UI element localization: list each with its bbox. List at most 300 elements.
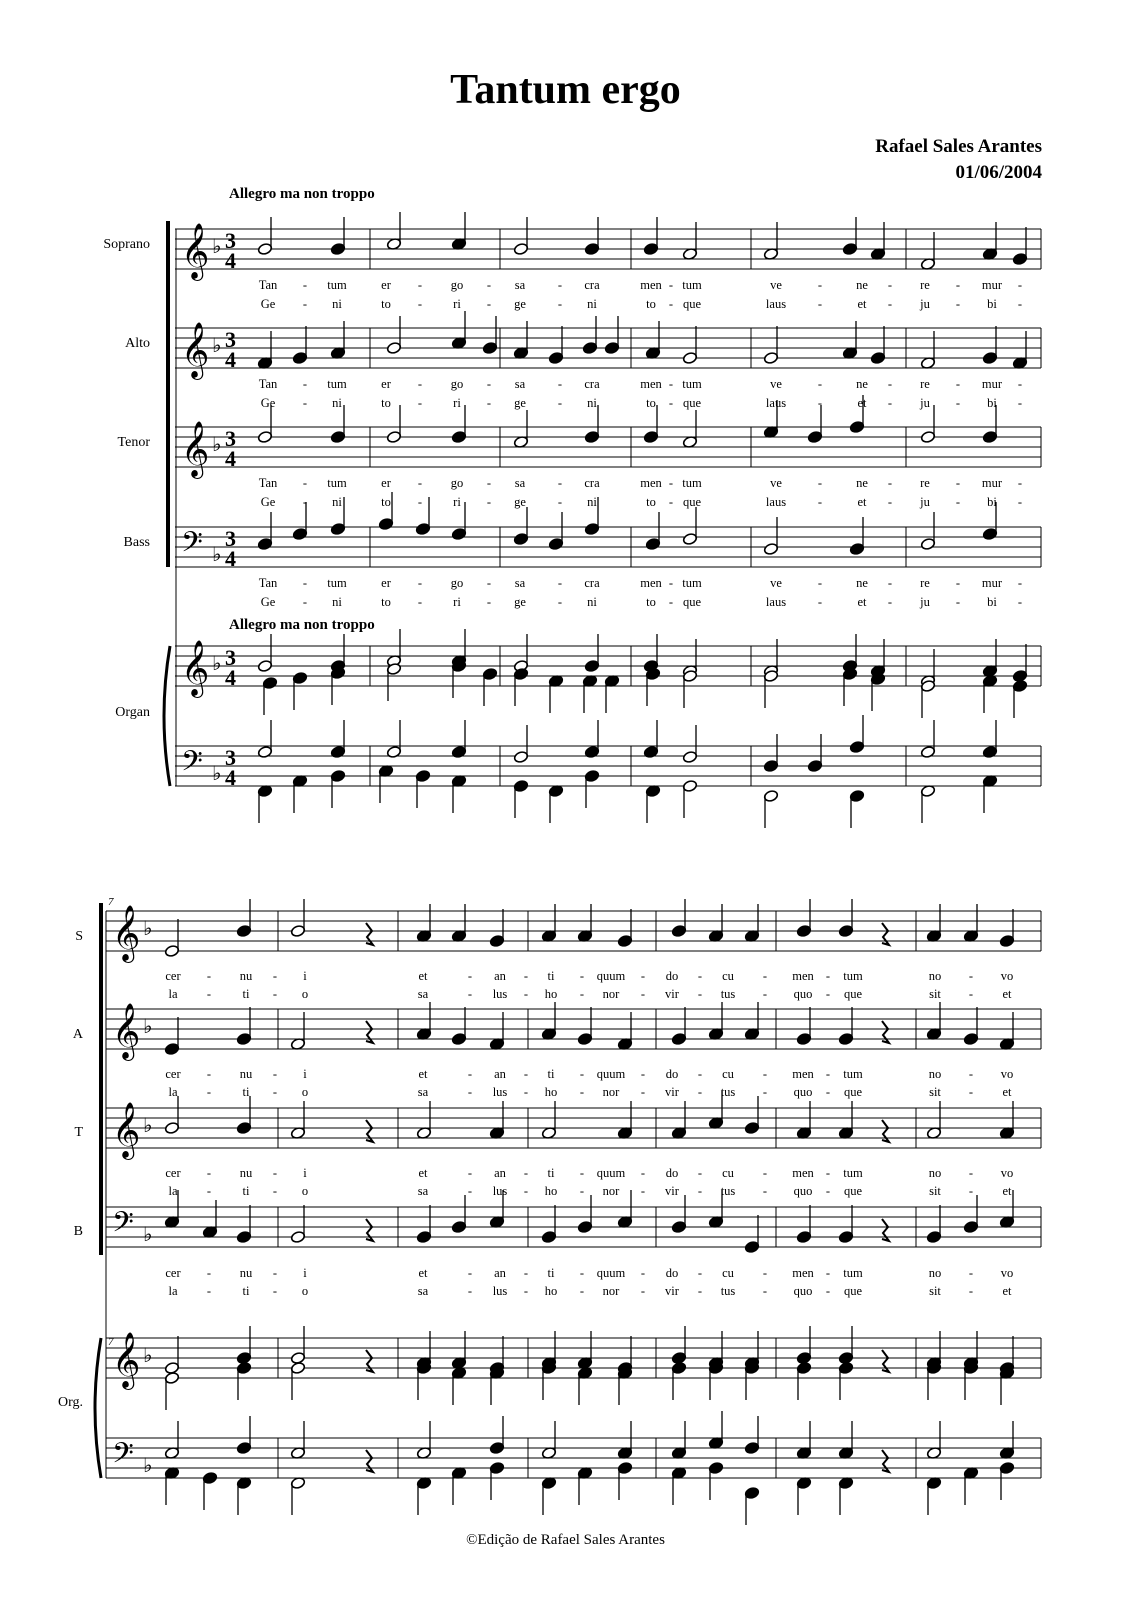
flat-key-signature: ♭ <box>212 234 222 258</box>
lyric-hyphen: - <box>668 495 674 509</box>
lyric-bass-verse1: cu <box>722 1266 734 1280</box>
lyric-hyphen: - <box>272 1184 278 1198</box>
lyric-soprano-verse1: tum <box>682 278 702 292</box>
lyric-hyphen: - <box>640 969 646 983</box>
lyric-tenor-verse1: i <box>303 1166 307 1180</box>
lyric-hyphen: - <box>1017 377 1023 391</box>
lyric-tenor-verse2: la <box>168 1184 178 1198</box>
flat-key-signature: ♭ <box>143 1343 153 1367</box>
lyric-hyphen: - <box>206 987 212 1001</box>
lyric-hyphen: - <box>825 1266 831 1280</box>
treble-clef: 𝄞 <box>181 223 210 279</box>
label-tenor: Tenor <box>117 435 150 450</box>
lyric-hyphen: - <box>579 1085 585 1099</box>
lyric-hyphen: - <box>467 1085 473 1099</box>
measure-number-organ: 7 <box>108 1336 114 1348</box>
lyric-alto-verse2: la <box>168 1085 178 1099</box>
time-signature-bottom: 4 <box>225 546 236 571</box>
lyric-hyphen: - <box>272 1067 278 1081</box>
lyric-hyphen: - <box>887 377 893 391</box>
organ-brace <box>164 646 170 786</box>
lyric-hyphen: - <box>1017 576 1023 590</box>
composer-name: Rafael Sales Arantes <box>875 136 1042 157</box>
lyric-hyphen: - <box>579 1184 585 1198</box>
flat-key-signature: ♭ <box>143 1222 153 1246</box>
lyric-hyphen: - <box>557 476 563 490</box>
lyric-tenor-verse2: que <box>843 1184 863 1198</box>
lyric-soprano-verse2: sa <box>417 987 429 1001</box>
lyric-alto-verse2: bi <box>987 396 997 410</box>
lyric-hyphen: - <box>955 278 961 292</box>
lyric-hyphen: - <box>486 278 492 292</box>
lyric-soprano-verse2: nor <box>602 987 620 1001</box>
label-t: T <box>74 1125 83 1140</box>
lyric-tenor-verse1: ti <box>547 1166 555 1180</box>
lyric-soprano-verse1: sa <box>514 278 526 292</box>
lyric-hyphen: - <box>968 1067 974 1081</box>
lyric-hyphen: - <box>825 969 831 983</box>
lyric-alto-verse1: Tan <box>258 377 278 391</box>
lyric-bass-verse2: quo <box>793 1284 813 1298</box>
lyric-alto-verse1: men <box>640 377 662 391</box>
time-signature-bottom: 4 <box>225 446 236 471</box>
lyric-soprano-verse2: quo <box>793 987 813 1001</box>
lyric-bass-verse1: mur <box>981 576 1003 590</box>
lyric-soprano-verse1: nu <box>239 969 253 983</box>
lyric-bass-verse1: ne <box>856 576 868 590</box>
lyric-hyphen: - <box>272 969 278 983</box>
lyric-hyphen: - <box>762 1067 768 1081</box>
lyric-tenor-verse2: ri <box>453 495 461 509</box>
lyric-alto-verse1: mur <box>981 377 1003 391</box>
lyric-soprano-verse1: ne <box>856 278 868 292</box>
lyric-hyphen: - <box>817 278 823 292</box>
lyric-hyphen: - <box>668 278 674 292</box>
lyric-soprano-verse1: quum <box>596 969 626 983</box>
lyric-alto-verse2: ni <box>587 396 597 410</box>
lyric-hyphen: - <box>579 1266 585 1280</box>
flat-key-signature: ♭ <box>212 333 222 357</box>
lyric-tenor-verse1: cu <box>722 1166 734 1180</box>
score-title: Tantum ergo <box>450 67 681 113</box>
lyric-hyphen: - <box>302 377 308 391</box>
lyric-hyphen: - <box>762 1284 768 1298</box>
lyric-tenor-verse2: ni <box>332 495 342 509</box>
lyric-soprano-verse2: to <box>646 297 656 311</box>
quarter-rest <box>366 1350 373 1372</box>
lyric-alto-verse1: men <box>792 1067 814 1081</box>
lyric-hyphen: - <box>302 495 308 509</box>
lyric-bass-verse1: an <box>494 1266 506 1280</box>
lyric-alto-verse1: tum <box>843 1067 863 1081</box>
lyric-bass-verse2: laus <box>765 595 787 609</box>
lyric-hyphen: - <box>640 1067 646 1081</box>
lyric-hyphen: - <box>640 1266 646 1280</box>
lyric-hyphen: - <box>762 987 768 1001</box>
lyric-soprano-verse2: o <box>301 987 309 1001</box>
lyric-bass-verse1: tum <box>327 576 347 590</box>
lyric-soprano-verse2: vir <box>665 987 679 1001</box>
treble-clef: 𝄞 <box>181 421 210 477</box>
lyric-bass-verse1: cer <box>165 1266 181 1280</box>
lyric-tenor-verse1: go <box>450 476 464 490</box>
lyric-hyphen: - <box>302 576 308 590</box>
lyric-hyphen: - <box>272 1085 278 1099</box>
lyric-hyphen: - <box>417 476 423 490</box>
quarter-rest <box>366 923 373 945</box>
time-signature-top: 3 <box>225 426 236 451</box>
lyric-soprano-verse2: lus <box>492 987 508 1001</box>
lyric-tenor-verse2: que <box>682 495 702 509</box>
lyric-soprano-verse1: an <box>494 969 506 983</box>
lyric-hyphen: - <box>486 377 492 391</box>
time-signature-top: 3 <box>225 228 236 253</box>
lyric-hyphen: - <box>817 576 823 590</box>
lyric-hyphen: - <box>206 969 212 983</box>
lyric-hyphen: - <box>272 1166 278 1180</box>
lyric-alto-verse2: et <box>857 396 867 410</box>
lyric-alto-verse2: laus <box>765 396 787 410</box>
lyric-soprano-verse2: que <box>843 987 863 1001</box>
lyric-soprano-verse1: no <box>928 969 942 983</box>
lyric-hyphen: - <box>417 495 423 509</box>
lyric-bass-verse2: tus <box>720 1284 736 1298</box>
lyric-tenor-verse1: men <box>640 476 662 490</box>
lyric-tenor-verse1: quum <box>596 1166 626 1180</box>
lyric-hyphen: - <box>1017 495 1023 509</box>
lyric-alto-verse1: ve <box>770 377 782 391</box>
lyric-hyphen: - <box>955 396 961 410</box>
lyric-hyphen: - <box>467 1067 473 1081</box>
lyric-tenor-verse2: laus <box>765 495 787 509</box>
lyric-hyphen: - <box>968 1266 974 1280</box>
lyric-hyphen: - <box>467 987 473 1001</box>
lyric-hyphen: - <box>668 595 674 609</box>
lyric-hyphen: - <box>579 969 585 983</box>
lyric-soprano-verse2: ni <box>587 297 597 311</box>
lyric-bass-verse2: bi <box>987 595 997 609</box>
lyric-alto-verse2: sa <box>417 1085 429 1099</box>
lyric-bass-verse2: sit <box>929 1284 941 1298</box>
lyric-soprano-verse1: i <box>303 969 307 983</box>
lyric-hyphen: - <box>417 278 423 292</box>
treble-clef: 𝄞 <box>112 1003 141 1059</box>
lyric-soprano-verse2: ho <box>544 987 558 1001</box>
quarter-rest <box>882 1450 889 1472</box>
lyric-hyphen: - <box>206 1266 212 1280</box>
lyric-tenor-verse1: nu <box>239 1166 253 1180</box>
lyric-tenor-verse2: ti <box>242 1184 250 1198</box>
lyric-hyphen: - <box>467 969 473 983</box>
lyric-bass-verse2: to <box>381 595 391 609</box>
lyric-tenor-verse2: ni <box>587 495 597 509</box>
lyric-bass-verse2: que <box>682 595 702 609</box>
lyric-hyphen: - <box>579 987 585 1001</box>
lyric-bass-verse2: ni <box>587 595 597 609</box>
lyric-bass-verse1: er <box>381 576 391 590</box>
lyric-hyphen: - <box>467 1166 473 1180</box>
lyric-bass-verse1: no <box>928 1266 942 1280</box>
lyric-hyphen: - <box>968 987 974 1001</box>
tempo-marking-choir: Allegro ma non troppo <box>229 186 375 202</box>
lyric-bass-verse1: tum <box>682 576 702 590</box>
lyric-hyphen: - <box>640 1085 646 1099</box>
lyric-tenor-verse1: an <box>494 1166 506 1180</box>
time-signature-top: 3 <box>225 526 236 551</box>
lyric-hyphen: - <box>302 595 308 609</box>
lyric-hyphen: - <box>817 297 823 311</box>
lyric-alto-verse1: quum <box>596 1067 626 1081</box>
lyric-soprano-verse1: men <box>792 969 814 983</box>
lyric-hyphen: - <box>762 1266 768 1280</box>
flat-key-signature: ♭ <box>143 916 153 940</box>
quarter-rest <box>366 1021 373 1043</box>
lyric-hyphen: - <box>697 1284 703 1298</box>
tempo-marking-organ: Allegro ma non troppo <box>229 617 375 633</box>
lyric-hyphen: - <box>523 1184 529 1198</box>
lyric-alto-verse2: sit <box>929 1085 941 1099</box>
lyric-hyphen: - <box>817 495 823 509</box>
lyric-tenor-verse2: to <box>646 495 656 509</box>
lyric-bass-verse1: ti <box>547 1266 555 1280</box>
quarter-rest <box>366 1450 373 1472</box>
lyric-hyphen: - <box>697 1266 703 1280</box>
lyric-hyphen: - <box>825 1284 831 1298</box>
lyric-hyphen: - <box>1017 595 1023 609</box>
lyric-tenor-verse2: ju <box>920 495 930 509</box>
lyric-soprano-verse2: et <box>857 297 867 311</box>
lyric-tenor-verse1: cer <box>165 1166 181 1180</box>
lyric-hyphen: - <box>486 576 492 590</box>
lyric-hyphen: - <box>887 495 893 509</box>
lyric-soprano-verse2: ni <box>332 297 342 311</box>
lyric-tenor-verse1: no <box>928 1166 942 1180</box>
lyric-alto-verse2: nor <box>602 1085 620 1099</box>
lyric-hyphen: - <box>467 1266 473 1280</box>
lyric-bass-verse2: ju <box>920 595 930 609</box>
flat-key-signature: ♭ <box>143 1453 153 1477</box>
lyric-alto-verse2: ho <box>544 1085 558 1099</box>
label-a: A <box>72 1027 83 1042</box>
lyric-tenor-verse1: er <box>381 476 391 490</box>
lyric-tenor-verse1: ve <box>770 476 782 490</box>
lyric-hyphen: - <box>668 377 674 391</box>
lyric-bass-verse1: vo <box>1000 1266 1014 1280</box>
lyric-hyphen: - <box>417 297 423 311</box>
lyric-tenor-verse2: lus <box>492 1184 508 1198</box>
lyric-alto-verse1: no <box>928 1067 942 1081</box>
lyric-tenor-verse2: sa <box>417 1184 429 1198</box>
lyric-hyphen: - <box>955 476 961 490</box>
lyric-hyphen: - <box>887 278 893 292</box>
lyric-soprano-verse2: ri <box>453 297 461 311</box>
composition-date: 01/06/2004 <box>955 162 1042 183</box>
lyric-hyphen: - <box>302 476 308 490</box>
lyric-hyphen: - <box>817 595 823 609</box>
organ-brace-2 <box>95 1338 101 1478</box>
lyric-hyphen: - <box>640 1166 646 1180</box>
lyric-soprano-verse2: que <box>682 297 702 311</box>
lyric-bass-verse1: tum <box>843 1266 863 1280</box>
lyric-alto-verse1: nu <box>239 1067 253 1081</box>
lyric-bass-verse2: et <box>857 595 867 609</box>
time-signature-bottom: 4 <box>225 347 236 372</box>
lyric-alto-verse1: cra <box>584 377 600 391</box>
label-b: B <box>73 1224 83 1239</box>
lyric-alto-verse2: to <box>381 396 391 410</box>
lyric-hyphen: - <box>697 987 703 1001</box>
lyric-tenor-verse1: men <box>792 1166 814 1180</box>
lyric-bass-verse2: la <box>168 1284 178 1298</box>
lyric-bass-verse1: Tan <box>258 576 278 590</box>
lyric-hyphen: - <box>968 1284 974 1298</box>
lyric-soprano-verse1: re <box>920 278 930 292</box>
lyric-hyphen: - <box>557 297 563 311</box>
lyric-soprano-verse2: la <box>168 987 178 1001</box>
lyric-hyphen: - <box>467 1284 473 1298</box>
lyric-hyphen: - <box>467 1184 473 1198</box>
flat-key-signature: ♭ <box>212 432 222 456</box>
lyric-hyphen: - <box>486 595 492 609</box>
lyric-bass-verse1: do <box>665 1266 679 1280</box>
lyric-alto-verse1: i <box>303 1067 307 1081</box>
lyric-hyphen: - <box>486 495 492 509</box>
flat-key-signature: ♭ <box>212 542 222 566</box>
lyric-tenor-verse2: nor <box>602 1184 620 1198</box>
lyric-alto-verse2: o <box>301 1085 309 1099</box>
quarter-rest <box>882 1120 889 1142</box>
lyric-soprano-verse1: men <box>640 278 662 292</box>
lyric-hyphen: - <box>557 595 563 609</box>
lyric-hyphen: - <box>272 987 278 1001</box>
lyric-tenor-verse2: ho <box>544 1184 558 1198</box>
lyric-hyphen: - <box>697 1085 703 1099</box>
lyric-alto-verse2: ni <box>332 396 342 410</box>
lyric-alto-verse2: vir <box>665 1085 679 1099</box>
lyric-hyphen: - <box>825 1085 831 1099</box>
time-signature-top: 3 <box>225 745 236 770</box>
lyric-hyphen: - <box>817 476 823 490</box>
lyric-hyphen: - <box>557 495 563 509</box>
lyric-bass-verse2: lus <box>492 1284 508 1298</box>
lyric-alto-verse1: ne <box>856 377 868 391</box>
lyric-alto-verse1: vo <box>1000 1067 1014 1081</box>
lyric-soprano-verse1: tum <box>327 278 347 292</box>
lyric-alto-verse1: er <box>381 377 391 391</box>
lyric-alto-verse2: que <box>682 396 702 410</box>
lyric-hyphen: - <box>762 1166 768 1180</box>
bass-clef: 𝄢 <box>181 745 203 785</box>
lyric-hyphen: - <box>697 969 703 983</box>
lyric-bass-verse1: ve <box>770 576 782 590</box>
lyric-hyphen: - <box>668 476 674 490</box>
lyric-hyphen: - <box>697 1067 703 1081</box>
treble-clef: 𝄞 <box>112 905 141 961</box>
lyric-bass-verse1: go <box>450 576 464 590</box>
lyric-alto-verse2: ti <box>242 1085 250 1099</box>
lyric-tenor-verse2: to <box>381 495 391 509</box>
lyric-tenor-verse2: o <box>301 1184 309 1198</box>
lyric-hyphen: - <box>697 1184 703 1198</box>
lyric-soprano-verse2: ju <box>920 297 930 311</box>
lyric-soprano-verse1: cu <box>722 969 734 983</box>
lyric-alto-verse1: do <box>665 1067 679 1081</box>
flat-key-signature: ♭ <box>212 651 222 675</box>
lyric-bass-verse2: ri <box>453 595 461 609</box>
lyric-alto-verse1: et <box>418 1067 428 1081</box>
lyric-hyphen: - <box>887 476 893 490</box>
lyric-hyphen: - <box>640 1284 646 1298</box>
lyric-hyphen: - <box>955 297 961 311</box>
lyric-bass-verse2: ge <box>514 595 526 609</box>
lyric-hyphen: - <box>762 1085 768 1099</box>
lyric-hyphen: - <box>697 1166 703 1180</box>
lyric-bass-verse1: cra <box>584 576 600 590</box>
flat-key-signature: ♭ <box>143 1113 153 1137</box>
lyric-alto-verse1: sa <box>514 377 526 391</box>
bass-clef: 𝄢 <box>181 526 203 566</box>
lyric-alto-verse2: et <box>1002 1085 1012 1099</box>
bass-clef: 𝄢 <box>112 1437 134 1477</box>
label-alto: Alto <box>125 336 150 351</box>
lyric-hyphen: - <box>640 1184 646 1198</box>
lyric-tenor-verse1: tum <box>682 476 702 490</box>
lyric-soprano-verse1: cra <box>584 278 600 292</box>
lyric-bass-verse1: quum <box>596 1266 626 1280</box>
lyric-tenor-verse2: bi <box>987 495 997 509</box>
lyric-hyphen: - <box>417 576 423 590</box>
lyric-soprano-verse2: sit <box>929 987 941 1001</box>
lyric-hyphen: - <box>955 595 961 609</box>
lyric-hyphen: - <box>640 987 646 1001</box>
lyric-alto-verse2: lus <box>492 1085 508 1099</box>
lyric-tenor-verse1: Tan <box>258 476 278 490</box>
lyric-tenor-verse1: vo <box>1000 1166 1014 1180</box>
lyric-bass-verse1: men <box>792 1266 814 1280</box>
lyric-bass-verse2: ni <box>332 595 342 609</box>
lyric-soprano-verse1: mur <box>981 278 1003 292</box>
lyric-alto-verse1: go <box>450 377 464 391</box>
lyric-alto-verse2: Ge <box>260 396 276 410</box>
lyric-hyphen: - <box>486 476 492 490</box>
lyric-tenor-verse1: tum <box>843 1166 863 1180</box>
lyric-hyphen: - <box>955 495 961 509</box>
lyric-bass-verse1: et <box>418 1266 428 1280</box>
treble-clef: 𝄞 <box>112 1102 141 1158</box>
lyric-hyphen: - <box>668 297 674 311</box>
lyric-hyphen: - <box>486 297 492 311</box>
lyric-hyphen: - <box>523 1284 529 1298</box>
lyric-hyphen: - <box>887 595 893 609</box>
lyric-soprano-verse1: er <box>381 278 391 292</box>
lyric-hyphen: - <box>523 1266 529 1280</box>
lyric-hyphen: - <box>523 1166 529 1180</box>
lyric-tenor-verse2: Ge <box>260 495 276 509</box>
lyric-hyphen: - <box>887 396 893 410</box>
lyric-alto-verse1: cu <box>722 1067 734 1081</box>
label-bass: Bass <box>123 535 150 550</box>
lyric-bass-verse2: to <box>646 595 656 609</box>
time-signature-top: 3 <box>225 645 236 670</box>
lyric-hyphen: - <box>523 1067 529 1081</box>
lyric-alto-verse1: tum <box>327 377 347 391</box>
lyric-hyphen: - <box>523 969 529 983</box>
lyric-hyphen: - <box>887 576 893 590</box>
lyric-alto-verse1: re <box>920 377 930 391</box>
lyric-hyphen: - <box>955 377 961 391</box>
lyric-bass-verse2: que <box>843 1284 863 1298</box>
quarter-rest <box>882 1219 889 1241</box>
